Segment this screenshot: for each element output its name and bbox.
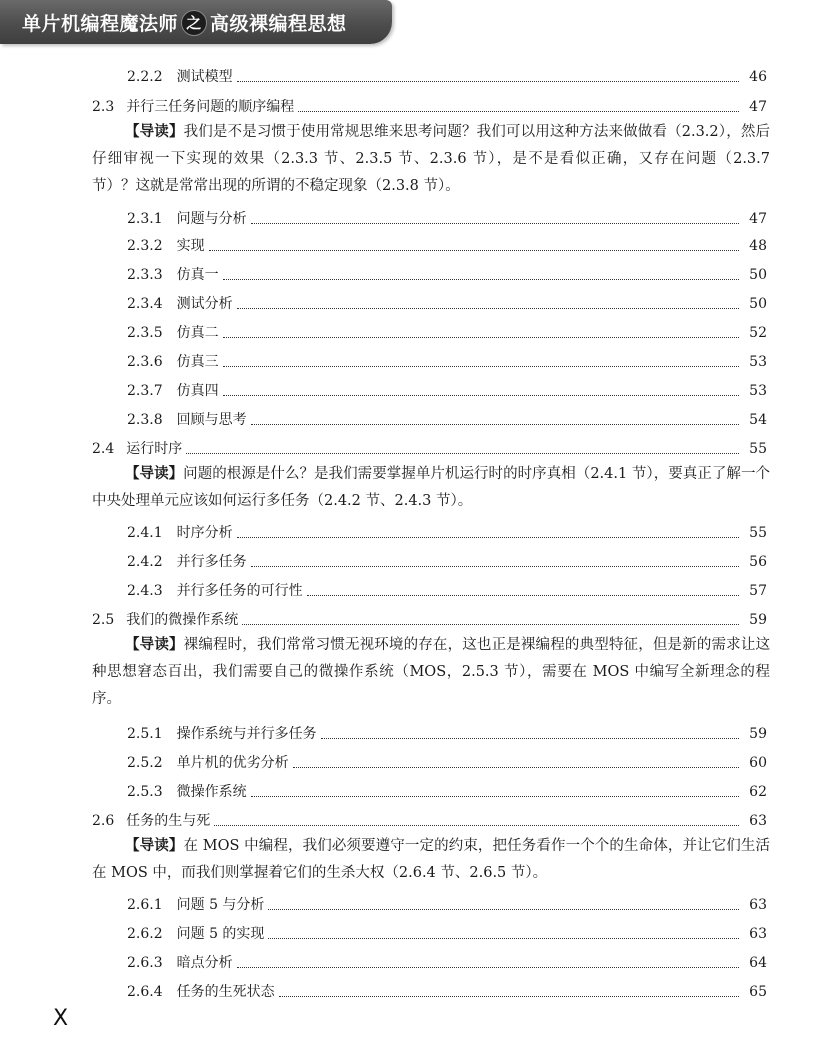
entry-title: 仿真二 <box>176 325 219 341</box>
entry-title: 问题与分析 <box>176 211 247 227</box>
intro-text: 裸编程时，我们常常习惯无视环境的存在，这也正是裸编程的典型特征，但是新的需求让这种思想窘态百出，我们需要自己的微操作系统（MOS，2.5.3 节），需要在 MOS 中编写全新理念的程序。 <box>92 637 771 707</box>
intro-tag: 【导读】 <box>125 636 184 653</box>
dot-leader <box>186 452 739 454</box>
entry-page-number: 55 <box>749 441 767 457</box>
dot-leader <box>237 536 739 538</box>
entry-title: 我们的微操作系统 <box>126 612 239 628</box>
entry-number: 2.3.8 <box>127 412 163 428</box>
section-intro <box>92 832 770 887</box>
intro-tag: 【导读】 <box>125 837 184 854</box>
entry-title: 并行三任务问题的顺序编程 <box>126 99 295 115</box>
toc-subsection-entry[interactable] <box>0 289 813 313</box>
entry-page-number: 56 <box>749 554 767 570</box>
toc-subsection-entry[interactable] <box>0 376 813 400</box>
toc-subsection-entry[interactable] <box>0 318 813 342</box>
entry-title: 任务的生与死 <box>126 813 211 829</box>
dot-leader <box>251 222 739 224</box>
entry-number: 2.5.1 <box>127 726 163 742</box>
entry-page-number: 47 <box>749 99 767 115</box>
toc-subsection-entry[interactable] <box>0 231 813 255</box>
entry-number: 2.5.2 <box>127 755 163 771</box>
entry-title: 运行时序 <box>126 441 183 457</box>
toc-subsection-entry[interactable] <box>0 405 813 429</box>
book-title-left: 单片机编程魔法师 <box>22 13 179 35</box>
entry-page-number: 57 <box>749 583 767 599</box>
dot-leader <box>237 307 739 309</box>
toc-subsection-entry[interactable] <box>0 948 813 972</box>
toc-subsection-entry[interactable] <box>0 518 813 542</box>
entry-number: 2.3.1 <box>127 211 163 227</box>
toc-subsection-entry[interactable] <box>0 547 813 571</box>
entry-number: 2.6.4 <box>127 984 163 1000</box>
entry-page-number: 64 <box>749 955 767 971</box>
dot-leader <box>209 249 739 251</box>
toc-section-entry[interactable] <box>0 605 813 629</box>
dot-leader <box>279 995 739 997</box>
dot-leader <box>237 80 739 82</box>
entry-title: 操作系统与并行多任务 <box>176 726 317 742</box>
intro-text: 我们是不是习惯于使用常规思维来思考问题？我们可以用这种方法来做做看（2.3.2），然后仔细审视一下实现的效果（2.3.3 节、2.3.5 节、2.3.6 节），是不是看似正确，又存在问题（2.3.7 节）？这就是常常出现的所谓的不稳定现象（2.3.8 节）。 <box>92 124 770 194</box>
entry-page-number: 48 <box>749 238 767 254</box>
dot-leader <box>268 937 739 939</box>
dot-leader <box>223 394 739 396</box>
section-intro <box>92 118 770 200</box>
entry-page-number: 52 <box>749 325 767 341</box>
entry-title: 并行多任务的可行性 <box>176 583 303 599</box>
entry-title: 暗点分析 <box>176 955 233 971</box>
entry-number: 2.4.2 <box>127 554 163 570</box>
entry-page-number: 46 <box>749 69 767 85</box>
entry-page-number: 63 <box>749 926 767 942</box>
toc-subsection-entry[interactable] <box>0 719 813 743</box>
dot-leader <box>223 336 739 338</box>
entry-page-number: 63 <box>749 897 767 913</box>
entry-title: 时序分析 <box>176 525 233 541</box>
toc-section-entry[interactable] <box>0 434 813 458</box>
intro-text: 问题的根源是什么？是我们需要掌握单片机运行时的时序真相（2.4.1 节），要真正了解一个中央处理单元应该如何运行多任务（2.4.2 节、2.4.3 节）。 <box>92 466 771 509</box>
entry-page-number: 53 <box>749 354 767 370</box>
book-title <box>22 9 347 36</box>
toc-subsection-entry[interactable] <box>0 890 813 914</box>
entry-title: 仿真三 <box>176 354 219 370</box>
entry-number: 2.6 <box>92 813 115 829</box>
entry-number: 2.3.7 <box>127 383 163 399</box>
dot-leader <box>223 278 739 280</box>
dot-leader <box>251 565 739 567</box>
toc-subsection-entry[interactable] <box>0 62 813 86</box>
toc-subsection-entry[interactable] <box>0 260 813 284</box>
entry-number: 2.4.1 <box>127 525 163 541</box>
entry-title: 微操作系统 <box>176 784 247 800</box>
entry-title: 单片机的优劣分析 <box>176 755 289 771</box>
entry-title: 仿真一 <box>176 267 219 283</box>
entry-page-number: 53 <box>749 383 767 399</box>
entry-number: 2.4 <box>92 441 115 457</box>
entry-number: 2.3.4 <box>127 296 163 312</box>
book-title-zhi-badge: 之 <box>181 10 207 36</box>
toc-subsection-entry[interactable] <box>0 576 813 600</box>
dot-leader <box>298 110 739 112</box>
toc-subsection-entry[interactable] <box>0 977 813 1001</box>
dot-leader <box>242 623 739 625</box>
entry-page-number: 65 <box>749 984 767 1000</box>
entry-title: 回顾与思考 <box>176 412 247 428</box>
entry-page-number: 55 <box>749 525 767 541</box>
toc-section-entry[interactable] <box>0 92 813 116</box>
dot-leader <box>307 594 739 596</box>
toc-subsection-entry[interactable] <box>0 919 813 943</box>
intro-tag: 【导读】 <box>125 123 184 140</box>
entry-number: 2.6.1 <box>127 897 163 913</box>
dot-leader <box>293 766 739 768</box>
entry-number: 2.4.3 <box>127 583 163 599</box>
entry-number: 2.2.2 <box>127 69 163 85</box>
entry-title: 仿真四 <box>176 383 219 399</box>
entry-number: 2.3.6 <box>127 354 163 370</box>
entry-page-number: 59 <box>749 612 767 628</box>
entry-page-number: 50 <box>749 267 767 283</box>
entry-number: 2.3.3 <box>127 267 163 283</box>
entry-title: 并行多任务 <box>176 554 247 570</box>
dot-leader <box>268 908 739 910</box>
entry-number: 2.5 <box>92 612 115 628</box>
entry-number: 2.6.2 <box>127 926 163 942</box>
entry-title: 实现 <box>176 238 205 254</box>
entry-title: 测试模型 <box>176 69 233 85</box>
toc-section-entry[interactable] <box>0 806 813 830</box>
entry-page-number: 50 <box>749 296 767 312</box>
dot-leader <box>321 737 739 739</box>
toc-subsection-entry[interactable] <box>0 204 813 228</box>
entry-page-number: 62 <box>749 784 767 800</box>
page-marker: X <box>53 1006 69 1031</box>
dot-leader <box>223 365 739 367</box>
entry-number: 2.5.3 <box>127 784 163 800</box>
entry-page-number: 63 <box>749 813 767 829</box>
entry-title: 任务的生死状态 <box>176 984 275 1000</box>
dot-leader <box>214 824 739 826</box>
toc-subsection-entry[interactable] <box>0 347 813 371</box>
section-intro <box>92 460 770 515</box>
entry-page-number: 54 <box>749 412 767 428</box>
entry-page-number: 59 <box>749 726 767 742</box>
entry-title: 问题 5 的实现 <box>176 926 265 942</box>
entry-title: 测试分析 <box>176 296 233 312</box>
dot-leader <box>251 795 739 797</box>
intro-text: 在 MOS 中编程，我们必须要遵守一定的约束，把任务看作一个个的生命体，并让它们生活在 MOS 中，而我们则掌握着它们的生杀大权（2.6.4 节、2.6.5 节）。 <box>92 838 771 881</box>
entry-number: 2.6.3 <box>127 955 163 971</box>
dot-leader <box>237 966 739 968</box>
intro-tag: 【导读】 <box>125 465 184 482</box>
entry-page-number: 60 <box>749 755 767 771</box>
entry-number: 2.3.2 <box>127 238 163 254</box>
section-intro <box>92 631 770 713</box>
entry-number: 2.3.5 <box>127 325 163 341</box>
entry-number: 2.3 <box>92 99 115 115</box>
dot-leader <box>251 423 739 425</box>
entry-page-number: 47 <box>749 211 767 227</box>
toc-subsection-entry[interactable] <box>0 748 813 772</box>
toc-subsection-entry[interactable] <box>0 777 813 801</box>
entry-title: 问题 5 与分析 <box>176 897 265 913</box>
header-banner <box>0 0 392 44</box>
book-title-right: 高级裸编程思想 <box>210 13 347 35</box>
